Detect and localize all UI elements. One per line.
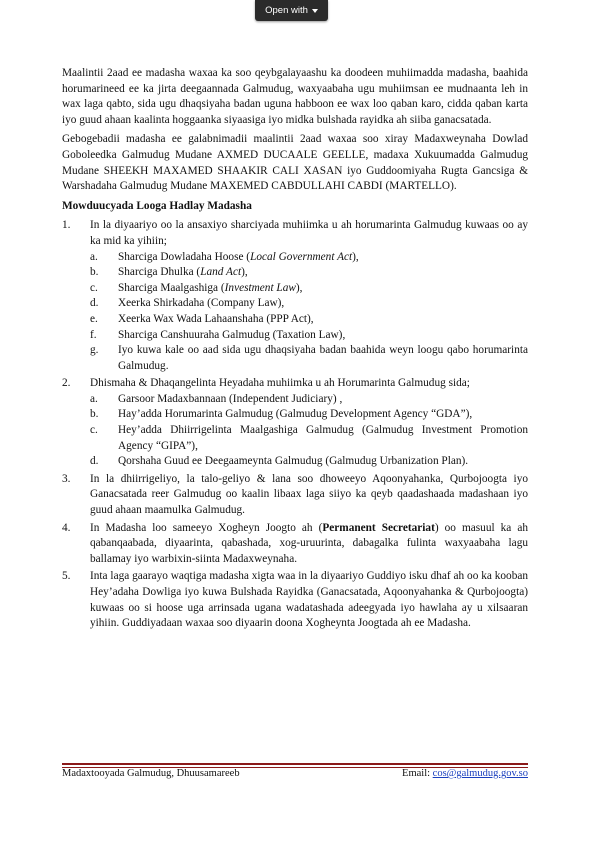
sub-text: Hay’adda Horumarinta Galmudug (Galmudug Development Agency “GDA”), [118,408,473,421]
footer-divider [62,763,528,765]
page-footer [62,768,528,779]
sub-item [90,423,528,454]
sub-letter: a. [90,392,98,405]
footer-email-block [402,768,528,779]
item-text: Dhismaha & Dhaqangelinta Heyadaha muhiimka u ah Horumarinta Galmudug sida; [90,377,470,390]
item-text: Inta laga gaarayo waqtiga madasha xigta waa in la diyaariyo Guddiyo isku dhaf ah oo ka kooban Hey’adaha Dowliga iyo kuwa Bulshada Rayidka (Ganacsatada, Aqoonyahanka & Qurbojoogta) kuwaas oo si hoose uga arrinsada ugana wadatashada adeegyada iyo hawlaha ay u xilsaaran yihiin. Guddiyadaan waxaa soo diyaarin doona Xogheynta Joogtada ah ee Madasha. [90,570,528,630]
chevron-down-icon [312,9,318,13]
sub-emphasis: Land Act [200,266,242,279]
sub-text-after: ), [295,281,303,294]
sub-text: Xeerka Wax Wada Lahaanshaha (PPP Act), [118,312,314,325]
sub-item [90,454,528,470]
item-number: 4. [62,521,71,534]
sub-text: Xeerka Shirkadaha (Company Law), [118,297,285,310]
sub-item [90,343,528,374]
sub-letter: b. [90,408,99,421]
sub-emphasis: Investment Law [224,281,296,294]
sub-list [90,392,528,470]
sub-item [90,407,528,423]
sub-text-after: ), [241,266,248,279]
item-text-before: In Madasha loo sameeyo Xogheyn Joogto ah ( [90,521,323,534]
sub-text-after: ), [352,250,359,263]
sub-item [90,265,528,281]
sub-text: Sharciga Dowladaha Hoose ( [118,250,251,263]
sub-text: Sharciga Dhulka ( [118,266,201,279]
sub-letter: a. [90,250,98,263]
open-with-button[interactable] [255,0,328,21]
footer-address: Madaxtooyada Galmudug, Dhuusamareeb [62,768,240,779]
sub-text: Iyo kuwa kale oo aad sida ugu dhaqsiyaha badan baahida weyn loogu qabo horumarinta Galmudug. [118,344,528,372]
paragraph-2: Gebogebadii madasha ee galabnimadii maalintii 2aad waxaa soo xiray Madaxweynaha Dowlad Goboleedka Galmudug Mudane AXMED DUCAALE GEELLE, madaxa Xukuumadda Galmudug Mudane SHEEKH MAXAMED SHAAKIR CALI XASAN iyo Guddoomiyaha Rugta Gancsiga & Warshadaha Galmudug Mudane MAXEMED CABDULLAHI CABDI (MARTELLO). [62,133,528,193]
viewer-topbar [0,0,598,22]
item-number: 5. [62,570,71,583]
sub-letter: g. [90,344,99,357]
sub-item [90,328,528,344]
item-text: In la dhiirrigeliyo, la talo-geliyo & lana soo dhoweeyo Aqoonyahanka, Qurbojoogta iyo Ganacsatada reer Galmudug oo kaalin libaax laga siiyo ka qeyb qaadashaada madashaan iyo guud ahaan maamulka Galmudug. [90,472,528,517]
sub-item [90,312,528,328]
sub-letter: f. [90,328,97,341]
item-number: 2. [62,377,71,390]
sub-text: Garsoor Madaxbannaan (Independent Judiciary) , [118,392,343,405]
sub-letter: b. [90,266,99,279]
item-bold-term: Permanent Secretariat [322,521,435,534]
sub-letter: c. [90,281,98,294]
sub-item [90,250,528,266]
list-item [62,569,528,631]
section-heading: Mowduucyada Looga Hadlay Madasha [62,199,252,212]
paragraph-1: Maalintii 2aad ee madasha waxaa ka soo qeybgalayaashu ka doodeen muhiimadda madasha, baahida horumarineed ee ka jirta deegaannada Galmudug, waxyaabaha ugu muhiimsan ee mudnaanta leh in wax laga qabto, sida ugu dhaqsiyaha badan uguna habboon ee wax loo qaban karo, cidda qaban karta iyo guud ahaan kaalinta hoggaanka siyaasiga iyo midka bulshada rayidka ah siiba ganacsatada. [62,67,528,126]
sub-letter: c. [90,424,98,437]
sub-item [90,281,528,297]
list-item [62,376,528,470]
footer-email-link[interactable]: cos@galmudug.gov.so [432,768,528,779]
sub-letter: d. [90,455,99,468]
item-number: 1. [62,219,71,232]
open-with-label: Open with [265,5,308,16]
list-item [62,472,528,519]
sub-letter: d. [90,297,99,310]
list-item [62,521,528,568]
document-page [62,66,528,634]
sub-letter: e. [90,312,98,325]
sub-text: Sharciga Maalgashiga ( [118,281,225,294]
sub-list [90,250,528,375]
sub-text: Hey’adda Dhiirrigelinta Maalgashiga Galmudug (Galmudug Investment Promotion Agency “GIPA”), [118,424,528,452]
list-item [62,218,528,374]
footer-email-label: Email: [402,768,433,779]
sub-text: Qorshaha Guud ee Deegaameynta Galmudug (Galmudug Urbanization Plan). [118,455,469,468]
item-number: 3. [62,472,71,485]
item-text [90,521,528,568]
sub-item [90,392,528,408]
sub-text: Sharciga Canshuuraha Galmudug (Taxation Law), [118,328,346,341]
topics-list [62,218,528,631]
item-text-after: ) oo masuul ka ah qabanqaabada, diyaarinta, qabashada, xog-uruurinta, dabagalka fulinta waxyaabaha lagu ballamay iyo warbixin-siinta Madaxweynaha. [90,521,528,565]
sub-item [90,296,528,312]
sub-emphasis: Local Government Act [250,250,353,263]
item-text: In la diyaariyo oo la ansaxiyo sharciyada muhiimka u ah horumarinta Galmudug kuwaas oo ay ka mid ka yihiin; [90,219,528,247]
